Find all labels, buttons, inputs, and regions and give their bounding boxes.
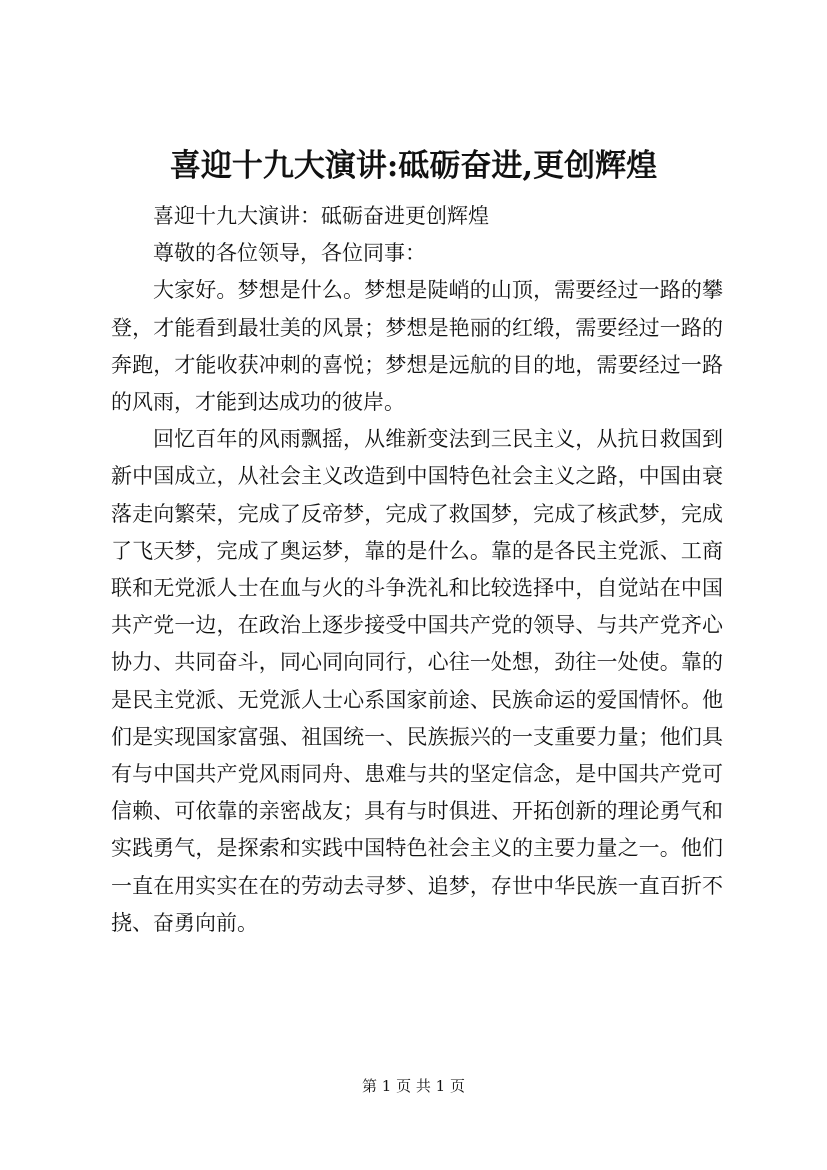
document-body <box>111 198 723 942</box>
salutation-paragraph: 尊敬的各位领导，各位同事： <box>153 241 426 266</box>
body-paragraph-1: 大家好。梦想是什么。梦想是陡峭的山顶，需要经过一路的攀登，才能看到最壮美的风景；梦想是艳丽的红缎，需要经过一路的奔跑，才能收获冲刺的喜悦；梦想是远航的目的地，需要经过一路的风雨，才能到达成功的彼岸。 <box>111 278 723 415</box>
page-number-footer: 第 1 页 共 1 页 <box>362 1077 465 1095</box>
body-paragraph-2: 回忆百年的风雨飘摇，从维新变法到三民主义，从抗日救国到新中国成立，从社会主义改造到中国特色社会主义之路，中国由衰落走向繁荣，完成了反帝梦，完成了救国梦，完成了核武梦，完成了飞天梦，完成了奥运梦，靠的是什么。靠的是各民主党派、工商联和无党派人士在血与火的斗争洗礼和比较选择中，自觉站在中国共产党一边，在政治上逐步接受中国共产党的领导、与共产党齐心协力、共同奋斗，同心同向同行，心往一处想，劲往一处使。靠的是民主党派、无党派人士心系国家前途、民族命运的爱国情怀。他们是实现国家富强、祖国统一、民族振兴的一支重要力量；他们具有与中国共产党风雨同舟、患难与共的坚定信念，是中国共产党可信赖、可依靠的亲密战友；具有与时俱进、开拓创新的理论勇气和实践勇气，是探索和实践中国特色社会主义的主要力量之一。他们一直在用实实在在的劳动去寻梦、追梦，存世中华民族一直百折不挠、奋勇向前。 <box>111 427 723 935</box>
document-title: 喜迎十九大演讲:砥砺奋进,更创辉煌 <box>169 148 658 184</box>
subtitle-paragraph: 喜迎十九大演讲：砥砺奋进更创辉煌 <box>153 204 489 228</box>
